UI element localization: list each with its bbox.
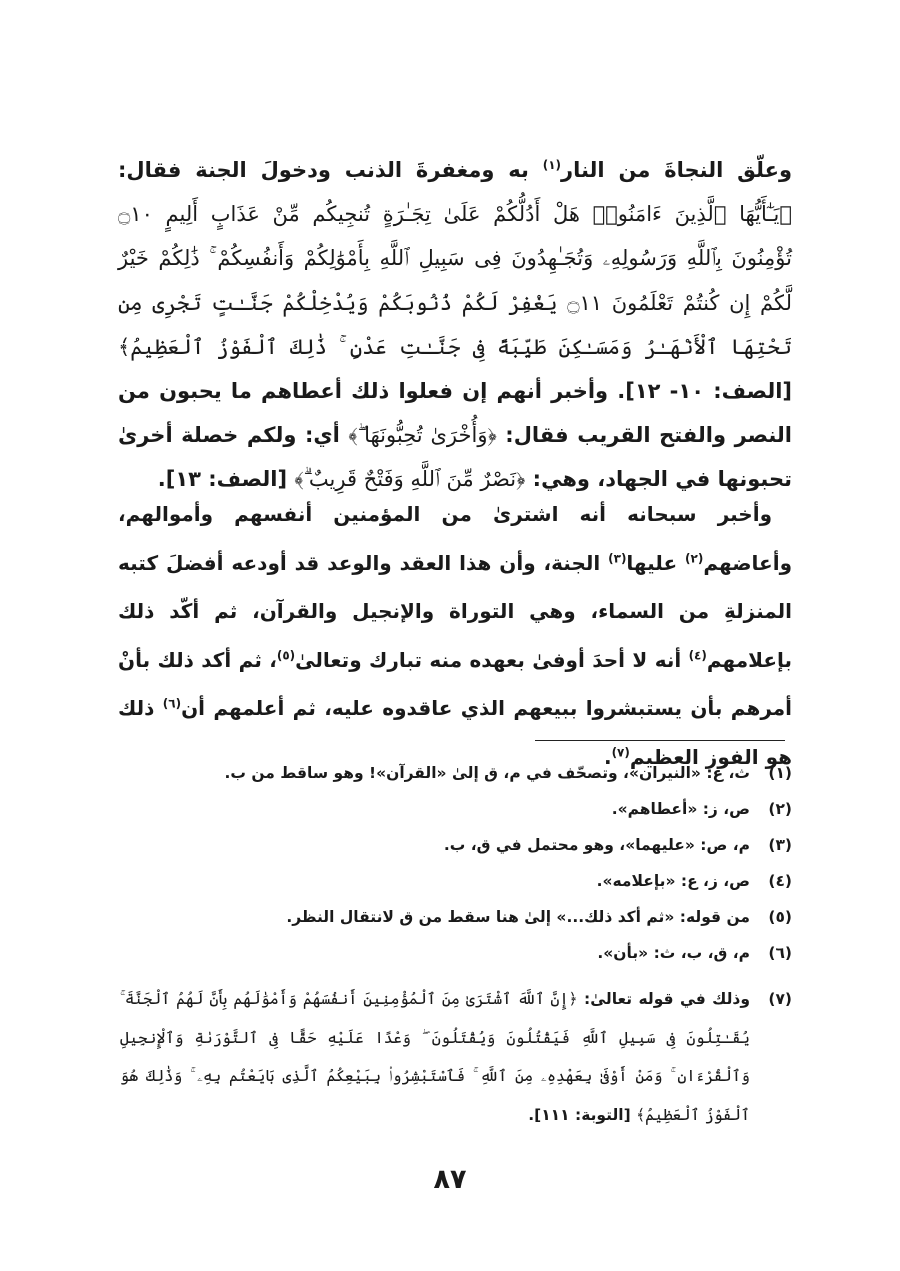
body-text: ، ثم أكد ذلك بأنْ أمرهم بأن يستبشروا ببيعهم الذي عاقدوه عليه، ثم أعلمهم أن	[118, 647, 793, 720]
footnote-reference: [التوبة: ١١١].	[528, 1105, 637, 1124]
footnote-ref-1[interactable]: (١)	[542, 158, 561, 172]
footnote-text: من قوله: «ثم أكد ذلك...» إلىٰ هنا سقط من ق لانتقال النظر.	[286, 908, 750, 926]
quran-quote-saff-10-12: ﴿يَـٰٓأَيُّهَا ٱلَّذِينَ ءَامَنُوا۟ هَلْ أَدُلُّكُمْ عَلَىٰ تِجَـٰرَةٍ تُنجِيكُم مِّنْ عَذَابٍ أَلِيمٍ ۝١٠ تُؤْمِنُونَ بِٱللَّهِ وَرَسُولِهِۦ وَتُجَـٰهِدُونَ فِى سَبِيلِ ٱللَّهِ بِأَمْوَٰلِكُمْ وَأَنفُسِكُمْ ۚ ذَٰلِكُمْ خَيْرٌ لَّكُمْ إِن كُنتُمْ تَعْلَمُونَ ۝١١ يَغْفِرْ لَكُمْ ذُنُوبَكُمْ وَيُدْخِلْكُمْ جَنَّـٰتٍ تَجْرِى مِن تَحْتِهَا ٱلْأَنْهَـٰرُ وَمَسَـٰكِنَ طَيِّبَةً فِى جَنَّـٰتِ عَدْنٍ ۚ ذَٰلِكَ ٱلْفَوْزُ ٱلْعَظِيمُ﴾	[118, 202, 792, 359]
footnote-1	[120, 760, 792, 786]
footnote-number: (٢)	[768, 800, 792, 818]
footnote-number: (٥)	[768, 908, 792, 926]
body-text: [الصف: ١٣].	[157, 467, 295, 492]
footnote-3	[120, 832, 792, 858]
footnote-text: م، ص: «عليهما»، وهو محتمل في ق، ب.	[443, 836, 750, 854]
body-text: ذلك هو الفوز العظيم	[118, 696, 792, 769]
footnote-number: (٣)	[768, 836, 792, 854]
page-number: ٨٧	[433, 1164, 467, 1195]
quran-quote-tawbah-111: ﴿إِنَّ ٱللَّهَ ٱشْتَرَىٰ مِنَ ٱلْمُؤْمِنِينَ أَنفُسَهُمْ وَأَمْوَٰلَهُم بِأَنَّ لَهُمُ ٱلْجَنَّةَ ۚ يُقَـٰتِلُونَ فِى سَبِيلِ ٱللَّهِ فَيَقْتُلُونَ وَيُقْتَلُونَ ۖ وَعْدًا عَلَيْهِ حَقًّا فِى ٱلتَّوْرَىٰةِ وَٱلْإِنجِيلِ وَٱلْقُرْءَانِ ۚ وَمَنْ أَوْفَىٰ بِعَهْدِهِۦ مِنَ ٱللَّهِ ۚ فَٱسْتَبْشِرُوا۟ بِبَيْعِكُمُ ٱلَّذِى بَايَعْتُم بِهِۦ ۚ وَذَٰلِكَ هُوَ ٱلْفَوْزُ ٱلْعَظِيمُ﴾	[120, 990, 750, 1124]
body-paragraph-1	[118, 148, 792, 502]
footnote-number: (٦)	[768, 944, 792, 962]
quran-quote-saff-13a: ﴿وَأُخْرَىٰ تُحِبُّونَهَا ۖ﴾	[348, 423, 497, 448]
body-text: الجنة، وأن هذا العقد والوعد قد أودعه أفضلَ كتبه المنزلةِ من السماء، وهي التوراة والإنجيل والقرآن، ثم أكّد ذلك بإعلامهم	[118, 550, 792, 672]
footnote-ref-4[interactable]: (٤)	[688, 647, 707, 662]
body-text: أنه لا أحدَ أوفىٰ بعهده منه تبارك وتعالىٰ	[295, 647, 689, 672]
footnote-separator	[535, 740, 785, 741]
footnote-ref-3[interactable]: (٣)	[608, 550, 627, 565]
footnote-ref-5[interactable]: (٥)	[276, 647, 296, 662]
footnote-2	[120, 796, 792, 822]
footnote-intro: وذلك في قوله تعالىٰ:	[577, 990, 750, 1008]
footnote-number: (٤)	[768, 872, 792, 890]
footnote-ref-2[interactable]: (٢)	[685, 550, 704, 565]
footnote-text	[120, 980, 750, 1134]
body-text: عليها	[626, 550, 686, 575]
body-paragraph-2	[118, 490, 792, 781]
footnote-6	[120, 940, 792, 966]
body-text: [الصف: ١٠- ١٢]. وأخبر أنهم إن فعلوا ذلك أعطاهم ما يحبون من النصر والفتح القريب فقال:	[118, 379, 793, 448]
footnote-text: ث، ع: «النيران»، وتصحّف في م، ق إلىٰ «القرآن»! وهو ساقط من ب.	[224, 764, 750, 782]
footnote-7	[120, 980, 792, 1134]
body-text: به ومغفرةَ الذنب ودخولَ الجنة فقال:	[118, 158, 543, 182]
quran-quote-saff-13b: ﴿نَصْرٌ مِّنَ ٱللَّهِ وَفَتْحٌ قَرِيبٌ ۗ﴾	[294, 467, 526, 492]
body-text: وأخبر سبحانه أنه اشترىٰ من المؤمنين أنفسهم وأموالهم، وأعاضهم	[118, 502, 792, 575]
footnote-5	[120, 904, 792, 930]
footnote-number: (٧)	[768, 990, 792, 1008]
body-text: أي: ولكم خصلة أخرىٰ تحبونها في الجهاد، وهي:	[118, 423, 792, 492]
footnote-text: م، ق، ب، ث: «بأن».	[597, 944, 750, 962]
footnote-text: ص، ز، ع: «بإعلامه».	[596, 872, 750, 890]
footnote-4	[120, 868, 792, 894]
body-text: .	[603, 744, 612, 769]
footnote-number: (١)	[768, 764, 792, 782]
footnote-ref-6[interactable]: (٦)	[162, 696, 182, 711]
body-text: وعلّق النجاةَ من النار	[561, 158, 793, 182]
footnote-ref-7[interactable]: (٧)	[611, 744, 630, 759]
footnote-text: ص، ز: «أعطاهم».	[611, 800, 750, 818]
